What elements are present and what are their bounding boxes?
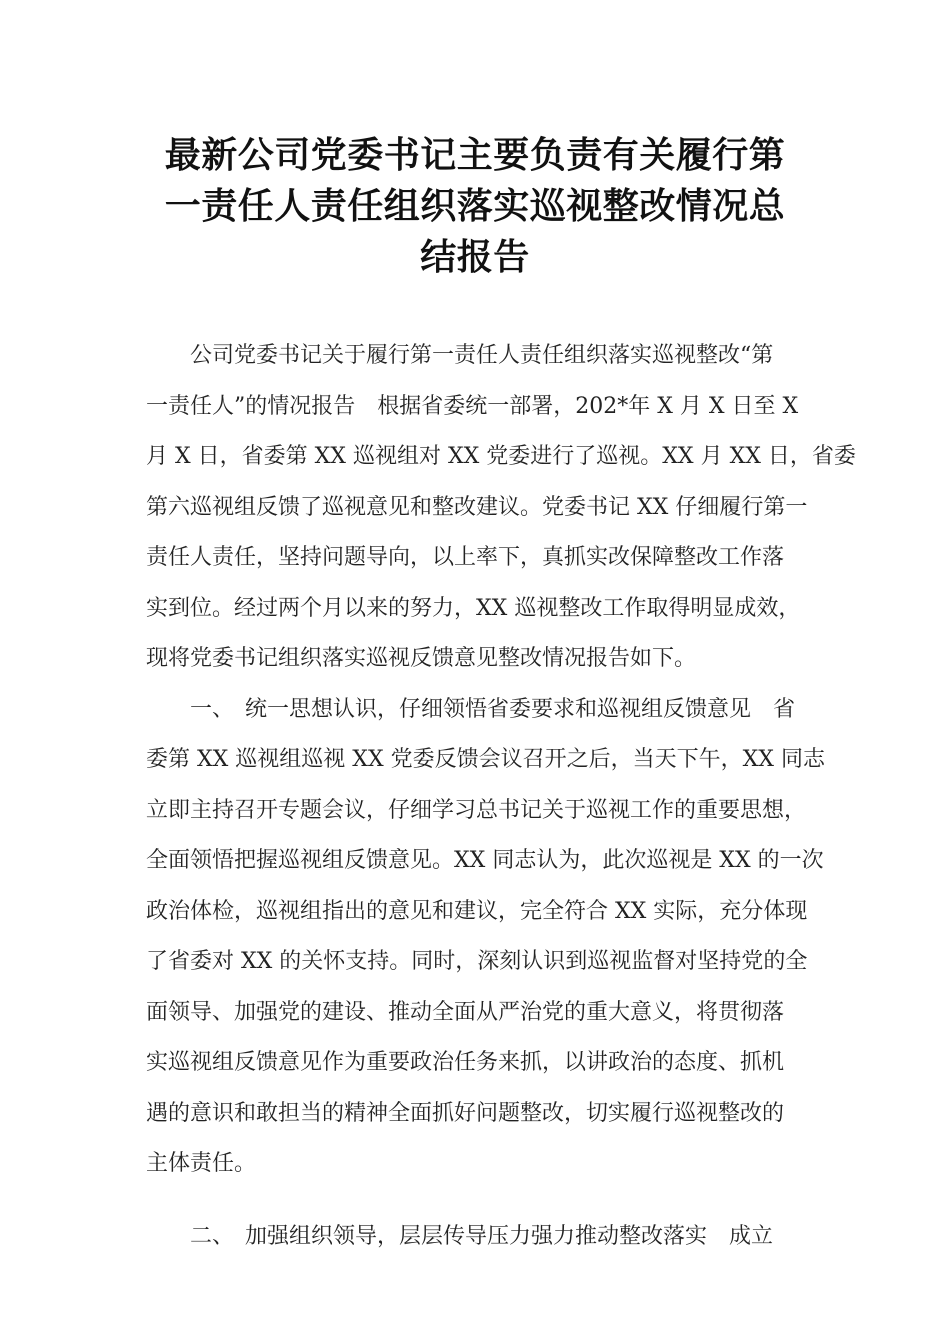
paragraph-intro xyxy=(146,331,856,685)
section-heading-line: 二、 加强组织领导，层层传导压力强力推动整改落实 成立 xyxy=(190,1223,774,1249)
title-line-1: 最新公司党委书记主要负责有关履行第 xyxy=(164,135,786,176)
text-line: 主体责任。 xyxy=(146,1151,257,1176)
section-heading-line: 一、 统一思想认识，仔细领悟省委要求和巡视组反馈意见 省 xyxy=(190,696,796,722)
document-body xyxy=(146,331,856,1262)
text-line: 月 X 日，省委第 XX 巡视组对 XX 党委进行了巡视。XX 月 XX 日，省委 xyxy=(146,444,856,469)
text-line: 第六巡视组反馈了巡视意见和整改建议。党委书记 XX 仔细履行第一 xyxy=(146,494,808,520)
text-line: 遇的意识和敢担当的精神全面抓好问题整改，切实履行巡视整改的 xyxy=(146,1100,785,1126)
text-line: 了省委对 XX 的关怀支持。同时，深刻认识到巡视监督对坚持党的全 xyxy=(146,949,808,974)
document-title xyxy=(100,130,850,283)
text-line: 立即主持召开专题会议，仔细学习总书记关于巡视工作的重要思想， xyxy=(146,797,807,823)
text-line: 现将党委书记组织落实巡视反馈意见整改情况报告如下。 xyxy=(146,646,697,671)
title-line-3: 结报告 xyxy=(420,237,530,278)
title-line-2: 一责任人责任组织落实巡视整改情况总 xyxy=(164,186,786,227)
text-line: 一责任人”的情况报告 根据省委统一部署，202*年 X 月 X 日至 X xyxy=(146,393,799,419)
text-line: 责任人责任，坚持问题导向，以上率下，真抓实改保障整改工作落 xyxy=(146,545,785,570)
text-line: 面领导、加强党的建设、推动全面从严治党的重大意义，将贯彻落 xyxy=(146,999,785,1025)
text-line: 实巡视组反馈意见作为重要政治任务来抓，以讲政治的态度、抓机 xyxy=(146,1050,785,1075)
paragraph-gap xyxy=(146,1190,826,1212)
text-line: 委第 XX 巡视组巡视 XX 党委反馈会议召开之后，当天下午，XX 同志 xyxy=(146,747,825,772)
text-line: 实到位。经过两个月以来的努力，XX 巡视整改工作取得明显成效， xyxy=(146,595,801,621)
text-line: 全面领悟把握巡视组反馈意见。XX 同志认为，此次巡视是 XX 的一次 xyxy=(146,848,824,873)
text-line: 政治体检，巡视组指出的意见和建议，完全符合 XX 实际，充分体现 xyxy=(146,898,808,924)
paragraph-section-2 xyxy=(146,1212,826,1263)
paragraph-section-1 xyxy=(146,685,826,1190)
text-line: 公司党委书记关于履行第一责任人责任组织落实巡视整改“第 xyxy=(190,343,774,368)
